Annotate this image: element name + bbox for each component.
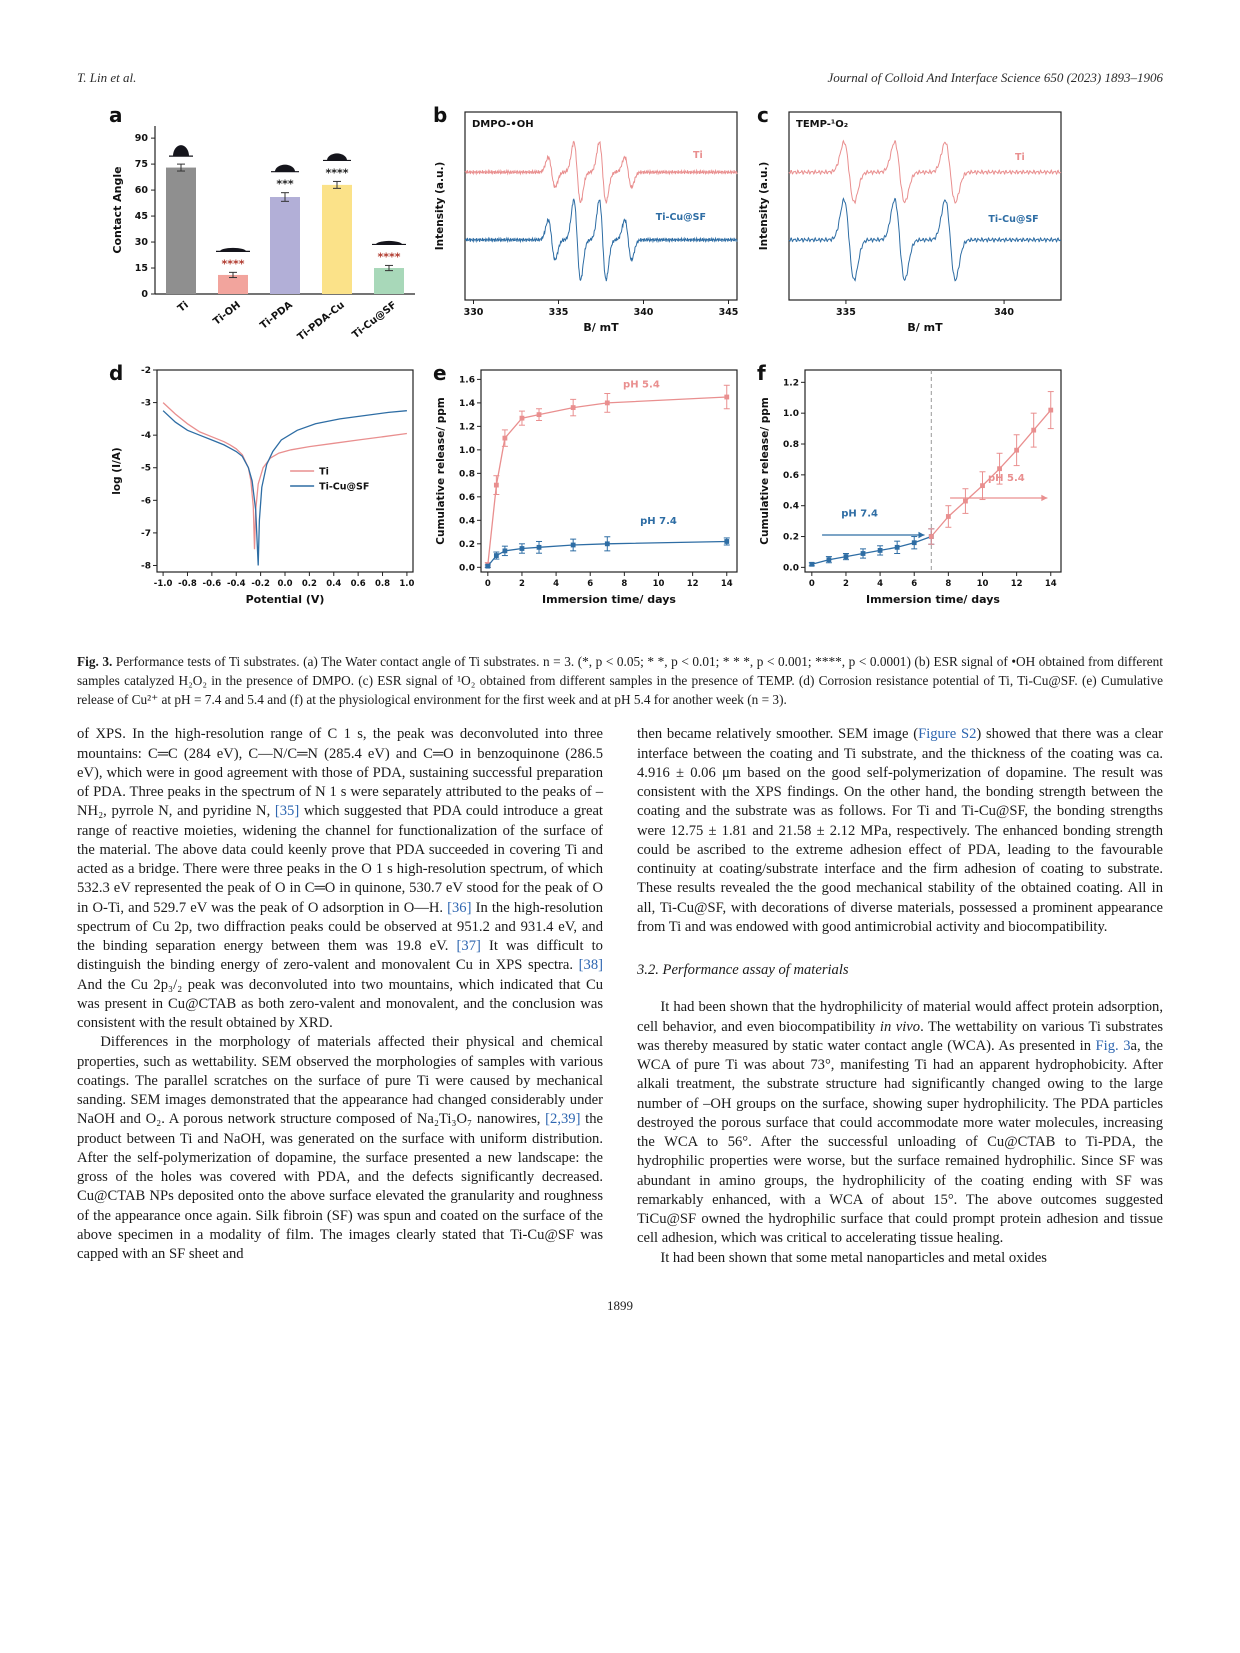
svg-text:4: 4: [553, 579, 560, 589]
page-number: 1899: [607, 1297, 633, 1313]
panel-f-release-physio-chart: [755, 358, 1071, 640]
svg-text:0.4: 0.4: [459, 516, 475, 527]
svg-text:Ti: Ti: [319, 466, 329, 478]
svg-text:75: 75: [134, 159, 148, 171]
svg-text:340: 340: [633, 307, 654, 318]
svg-text:f: f: [757, 361, 766, 385]
svg-text:Ti-PDA: Ti-PDA: [258, 299, 295, 332]
text-run: in vivo: [879, 1018, 921, 1035]
svg-text:-7: -7: [141, 528, 151, 539]
svg-text:12: 12: [686, 579, 699, 589]
page-footer: [77, 1298, 1163, 1314]
svg-text:14: 14: [1044, 579, 1057, 589]
text-run: Differences in the morphology of materials affected their physical and chemical properties, such as wettability. SEM observed the morphologies of samples with various coatings. The parallel scratches on the surface of pure Ti were caused by mechanical sanding. SEM images demonstrated that the appearance had changed considerably under NaOH and O₂. A porous network structure composed of Na₂Ti₃O₇ nanowires,: [77, 1034, 603, 1128]
svg-text:B/ mT: B/ mT: [907, 321, 943, 334]
panel-d-corrosion-chart: [107, 358, 423, 640]
panel-b-esr-dmpo-chart: [431, 102, 747, 354]
svg-text:pH 7.4: pH 7.4: [841, 508, 878, 520]
text-run: then became relatively smoother. SEM image (: [637, 726, 919, 743]
svg-text:340: 340: [994, 307, 1014, 318]
svg-text:b: b: [433, 103, 448, 127]
citation-link[interactable]: [38]: [578, 957, 603, 974]
text-run: And the Cu 2p₃/₂ peak was deconvoluted into two mountains, which indicated that Cu was present in Cu@CTAB as both zero-valent and monovalent, and the conclusion was consistent with the result obtained by XRD.: [77, 976, 603, 1032]
svg-text:****: ****: [325, 166, 349, 180]
svg-text:4: 4: [877, 579, 884, 589]
svg-text:10: 10: [976, 579, 989, 589]
svg-text:0.4: 0.4: [783, 501, 799, 512]
svg-text:Ti-Cu@SF: Ti-Cu@SF: [655, 211, 707, 223]
text-run: It had been shown that the hydrophilicity of material would affect protein adsorption, cell behavior, and even biocompatibility: [637, 999, 1163, 1035]
svg-text:Ti-PDA-Cu: Ti-PDA-Cu: [295, 299, 347, 344]
svg-text:0.8: 0.8: [374, 579, 391, 589]
svg-text:pH 5.4: pH 5.4: [988, 473, 1025, 485]
panel-c-esr-temp-chart: [755, 102, 1071, 354]
svg-text:e: e: [433, 361, 447, 385]
text-run: a, the WCA of pure Ti was about 73°, manifesting Ti had an apparent hydrophobicity. After alkali treatment, the substrate structure had significantly changed owing to the large number of –OH groups on the surface, showing super hydrophilicity. The PDA particles destroyed the porous surface that could accommodate more water molecules, increasing the WCA to 56°. After the successful unloading of Cu@CTAB to Ti-PDA, the hydrophilic properties were worse, but the surface remained hydrophilic. Since SF was abundant in amino groups, the hydrophilicity of the coating ending with SF was remarkably enhanced, with a WCA of about 15°. The above outcomes suggested TiCu@SF owned the hydrophilic surface that could prompt protein adhesion and tissue cell adhesion, which was critical to accelerating tissue healing.: [637, 1037, 1163, 1247]
svg-text:1.2: 1.2: [783, 378, 799, 389]
figure-3: [77, 102, 1163, 709]
paragraph: [77, 725, 603, 1033]
svg-text:Immersion time/ days: Immersion time/ days: [866, 593, 1000, 606]
svg-text:30: 30: [134, 237, 148, 249]
left-column: [77, 725, 603, 1268]
svg-text:60: 60: [134, 185, 148, 197]
svg-text:Ti: Ti: [1015, 152, 1025, 164]
svg-text:0.8: 0.8: [783, 440, 799, 451]
svg-text:a: a: [109, 103, 123, 127]
svg-text:-0.8: -0.8: [178, 579, 197, 589]
svg-text:Immersion time/ days: Immersion time/ days: [542, 593, 676, 606]
svg-text:10: 10: [652, 579, 665, 589]
svg-text:pH 7.4: pH 7.4: [640, 515, 677, 527]
svg-text:6: 6: [911, 579, 918, 589]
svg-text:0: 0: [484, 579, 491, 589]
svg-text:B/ mT: B/ mT: [583, 321, 619, 334]
svg-text:Ti-Cu@SF: Ti-Cu@SF: [319, 481, 370, 493]
svg-text:1.0: 1.0: [399, 579, 415, 589]
text-run: . The wettability on various Ti substrates was thereby measured by static water contact angle (WCA). As presented in: [637, 1018, 1163, 1054]
citation-link[interactable]: [37]: [456, 938, 481, 955]
svg-text:1.6: 1.6: [459, 375, 475, 386]
svg-text:-2: -2: [141, 366, 151, 376]
svg-text:1.0: 1.0: [459, 445, 475, 456]
citation-link[interactable]: Fig. 3: [1095, 1037, 1131, 1054]
svg-text:1.4: 1.4: [459, 398, 475, 409]
paragraph: [637, 998, 1163, 1248]
svg-text:Ti: Ti: [693, 150, 703, 162]
svg-text:1.2: 1.2: [459, 422, 475, 433]
svg-text:****: ****: [221, 257, 245, 271]
text-run: It was difficult to distinguish the binding energy of zero-valent and monovalent Cu in XPS spectra.: [77, 938, 603, 974]
svg-text:****: ****: [377, 250, 401, 264]
figure-caption: [77, 652, 1163, 709]
svg-text:-6: -6: [141, 496, 151, 507]
panel-e-release-chart: [431, 358, 747, 640]
svg-text:335: 335: [548, 307, 569, 318]
text-run: Fig. 3.: [77, 654, 113, 669]
article-body: [77, 725, 1163, 1268]
svg-text:-8: -8: [141, 561, 151, 572]
svg-text:15: 15: [134, 263, 148, 275]
svg-text:Intensity (a.u.): Intensity (a.u.): [434, 161, 446, 251]
svg-text:TEMP-¹O₂: TEMP-¹O₂: [796, 119, 849, 130]
svg-text:Ti: Ti: [175, 299, 191, 315]
citation-link[interactable]: [35]: [274, 803, 300, 820]
svg-text:0.2: 0.2: [301, 579, 317, 589]
svg-text:2: 2: [842, 579, 849, 589]
paragraph: [77, 1033, 603, 1264]
svg-text:1.0: 1.0: [783, 409, 799, 420]
svg-text:330: 330: [463, 307, 484, 318]
citation-link[interactable]: Figure S2: [918, 726, 977, 743]
section-heading: 3.2. Performance assay of materials: [637, 962, 849, 979]
citation-link[interactable]: [36]: [447, 899, 472, 916]
svg-text:14: 14: [720, 579, 733, 589]
right-column: [637, 725, 1163, 1268]
svg-text:8: 8: [945, 579, 952, 589]
svg-text:Contact Angle: Contact Angle: [111, 166, 124, 254]
svg-text:335: 335: [836, 307, 856, 318]
text-run: Performance tests of Ti substrates. (a) The Water contact angle of Ti substrates. n = 3. (*, p < 0.05; * *, p < 0.01; * * *, p < 0.001; ****, p < 0.0001) (b) ESR signal of •OH obtained from different samples catalyzed H₂O₂ in the presence of DMPO. (c) ESR signal of ¹O₂ obtained from different samples in the presence of TEMP. (d) Corrosion resistance potential of Ti, Ti-Cu@SF. (e) Cumulative release of Cu²⁺ at pH = 7.4 and 5.4 and (f) at the physiological environment for the first week and at pH 5.4 for another week (n = 3).: [77, 654, 1163, 708]
svg-text:0: 0: [808, 579, 815, 589]
svg-text:-0.6: -0.6: [202, 579, 222, 589]
svg-text:45: 45: [134, 211, 148, 223]
svg-text:-5: -5: [141, 463, 151, 474]
text-run: which suggested that PDA could introduce a great range of reactive moieties, widening the channel for functionalization of the surface of the material. The above data could keenly prove that PDA succeeded in covering Ti and acted as a bridge. There were three peaks in the O 1 s high-resolution spectrum, of which 532.3 eV represented the peak of O in C═O in quinone, 530.7 eV stood for the peak of O in O-Ti, and 529.7 eV was the peak of O adsorption in O—H.: [77, 803, 603, 916]
paragraph: [637, 1249, 1163, 1268]
svg-text:6: 6: [587, 579, 594, 589]
svg-text:0.2: 0.2: [783, 532, 799, 543]
svg-text:0.4: 0.4: [326, 579, 342, 589]
text-run: It had been shown that some metal nanoparticles and metal oxides: [660, 1249, 1047, 1266]
svg-text:2: 2: [518, 579, 525, 589]
svg-text:Intensity (a.u.): Intensity (a.u.): [758, 161, 770, 251]
svg-text:-1.0: -1.0: [153, 579, 173, 589]
svg-text:-4: -4: [141, 431, 151, 442]
svg-text:Cumulative release/ ppm: Cumulative release/ ppm: [759, 397, 771, 545]
svg-text:Ti-Cu@SF: Ti-Cu@SF: [988, 213, 1039, 225]
svg-text:-3: -3: [141, 398, 151, 409]
page-header: [77, 70, 1163, 86]
svg-text:c: c: [757, 103, 769, 127]
svg-text:0: 0: [141, 289, 148, 300]
svg-text:0.6: 0.6: [459, 492, 475, 503]
svg-text:0.0: 0.0: [783, 563, 799, 574]
svg-text:0.8: 0.8: [459, 469, 475, 480]
svg-text:12: 12: [1010, 579, 1023, 589]
svg-text:-0.4: -0.4: [226, 579, 246, 589]
svg-text:Ti-OH: Ti-OH: [211, 299, 243, 328]
svg-text:pH 5.4: pH 5.4: [623, 379, 660, 391]
svg-text:0.0: 0.0: [459, 563, 475, 574]
svg-text:Potential (V): Potential (V): [245, 593, 325, 606]
paragraph: [637, 725, 1163, 937]
svg-text:Ti-Cu@SF: Ti-Cu@SF: [350, 299, 399, 341]
svg-text:-0.2: -0.2: [251, 579, 270, 589]
figure-3-panels: [107, 102, 1163, 640]
svg-text:0.2: 0.2: [459, 539, 475, 550]
svg-text:0.0: 0.0: [277, 579, 293, 589]
svg-text:0.6: 0.6: [783, 470, 799, 481]
svg-text:345: 345: [718, 307, 739, 318]
svg-text:90: 90: [134, 133, 148, 145]
svg-text:0.6: 0.6: [350, 579, 366, 589]
svg-text:d: d: [109, 361, 124, 385]
panel-a-contact-angle-chart: [107, 102, 423, 354]
text-run: In the high-resolution spectrum of Cu 2p, two diffraction peaks could be observed at 951.2 and 931.4 eV, and the binding separation energy between them was 19.8 eV.: [77, 899, 603, 955]
svg-text:DMPO-•OH: DMPO-•OH: [472, 119, 534, 130]
text-run: ) showed that there was a clear interface between the coating and Ti substrate, and the thickness of the coating was ca. 4.916 ± 0.06 μm based on the good self-polymerization of dopamine. The result was consistent with the XPS findings. On the other hand, the bonding strength between the coating and the substrate was as follows. For Ti and Ti-Cu@SF, the bonding strengths were 12.75 ± 1.81 and 21.58 ± 2.12 MPa, respectively. The enhanced bonding strength could be ascribed to the extreme adhesion effect of PDA, leading to the favourable continuity at coating/substrate interface and the firm adhesion of coating to substrate. These results revealed the the good mechanical stability of the obtained coating. All in all, Ti-Cu@SF, with decorations of diverse materials, possessed a prominent appearance from Ti and was endowed with good antimicrobial activity and biocompatibility.: [637, 726, 1163, 935]
text-run: the product between Ti and NaOH, was generated on the surface with uniform distribution. After the self-polymerization of dopamine, the surface presented a new landscape: the gross of the holes was covered with PDA, and the defects significantly decreased. Cu@CTAB NPs deposited onto the above surface elevated the granularity and roughness of the appearance once again. Silk fibroin (SF) was spun and coated on the surface of the above specimen in a modality of film. The images clearly stated that Ti-Cu@SF was capped with an SF sheet and: [77, 1111, 603, 1263]
citation-link[interactable]: [2,39]: [545, 1111, 581, 1128]
svg-text:8: 8: [621, 579, 628, 589]
svg-text:Cumulative release/ ppm: Cumulative release/ ppm: [435, 397, 447, 545]
svg-text:log (I/A): log (I/A): [111, 447, 123, 495]
svg-text:***: ***: [276, 177, 294, 191]
header-journal: Journal of Colloid And Interface Science 650 (2023) 1893–1906: [827, 70, 1163, 85]
header-authors: T. Lin et al.: [77, 70, 137, 85]
text-run: of XPS. In the high-resolution range of C 1 s, the peak was deconvoluted into three mountains: C═C (284 eV), C—N/C═N (285.4 eV) and C═O in benzoquinone (286.5 eV), which were in good agreement with those of PDA, sustaining successful preparation of PDA. Three peaks in the spectrum of N 1 s were separately attributed to the peaks of –NH₂, pyrrole N, and pyridine N,: [77, 726, 603, 820]
